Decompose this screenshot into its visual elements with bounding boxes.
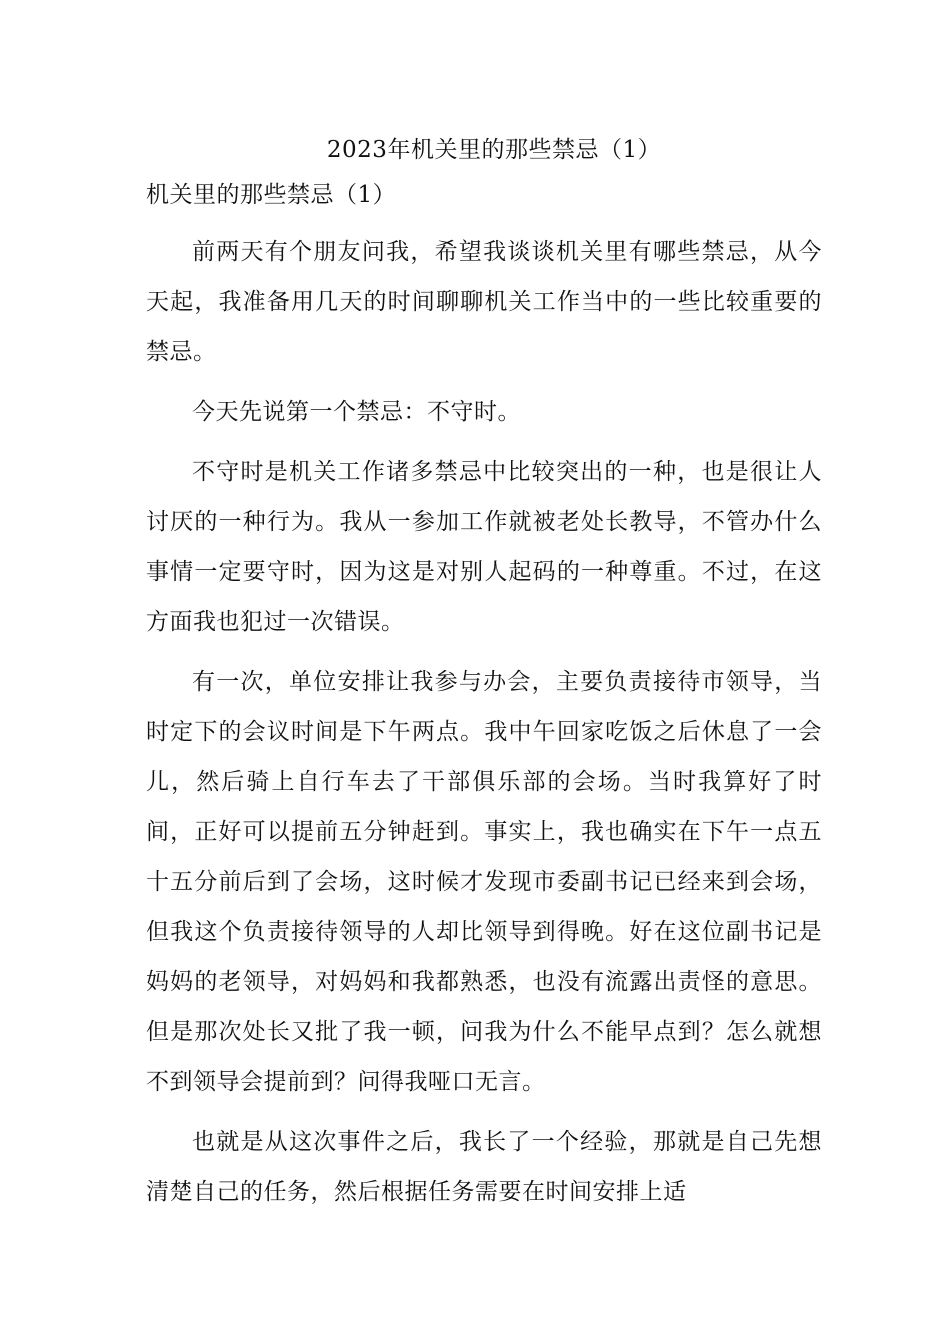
- paragraph-list: [146, 227, 822, 1217]
- paragraph-3: 不守时是机关工作诸多禁忌中比较突出的一种，也是很让人讨厌的一种行为。我从一参加工作就被老处长教导，不管办什么事情一定要守时，因为这是对别人起码的一种尊重。不过，在这方面我也犯过一次错误。: [146, 459, 822, 635]
- paragraph-2: 今天先说第一个禁忌：不守时。: [192, 399, 521, 425]
- paragraph-5: 也就是从这次事件之后，我长了一个经验，那就是自己先想清楚自己的任务，然后根据任务需要在时间安排上适: [146, 1129, 822, 1205]
- paragraph-4: 有一次，单位安排让我参与办会，主要负责接待市领导，当时定下的会议时间是下午两点。我中午回家吃饭之后休息了一会儿，然后骑上自行车去了干部俱乐部的会场。当时我算好了时间，正好可以提前五分钟赶到。事实上，我也确实在下午一点五十五分前后到了会场，这时候才发现市委副书记已经来到会场，但我这个负责接待领导的人却比领导到得晚。好在这位副书记是妈妈的老领导，对妈妈和我都熟悉，也没有流露出责怪的意思。但是那次处长又批了我一顿，问我为什么不能早点到？怎么就想不到领导会提前到？问得我哑口无言。: [146, 669, 822, 1095]
- document-title: 2023年机关里的那些禁忌（1）: [326, 137, 662, 163]
- document-subtitle: 机关里的那些禁忌（1）: [146, 182, 397, 208]
- paragraph-1: 前两天有个朋友问我，希望我谈谈机关里有哪些禁忌，从今天起，我准备用几天的时间聊聊机关工作当中的一些比较重要的禁忌。: [146, 239, 822, 365]
- document-body: [146, 120, 822, 1217]
